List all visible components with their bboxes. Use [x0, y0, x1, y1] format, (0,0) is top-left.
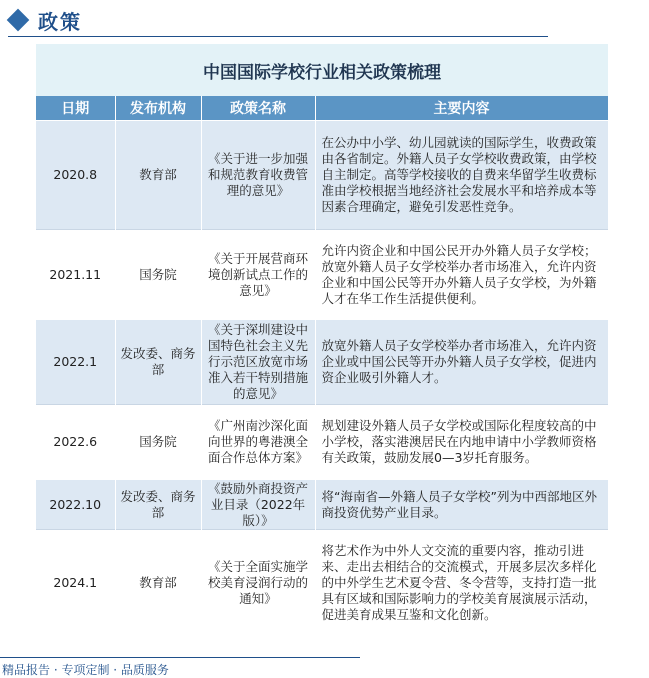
- section-divider: [8, 36, 548, 37]
- row-policy: 《关于开展营商环境创新试点工作的意见》: [201, 230, 315, 320]
- row-policy: 《关于进一步加强和规范教育收费管理的意见》: [201, 121, 315, 230]
- row-date: 2024.1: [36, 530, 115, 637]
- footer-slogan: 精品报告 · 专项定制 · 品质服务: [2, 663, 169, 677]
- row-content: 允许内资企业和中国公民开办外籍人员子女学校；放宽外籍人员子女学校举办者市场准入，允许内资企业和中国公民等开办外籍人员子女学校，为外籍人才在华工作生活提供便利。: [315, 230, 608, 320]
- row-date: 2022.10: [36, 480, 115, 530]
- row-content: 在公办中小学、幼儿园就读的国际学生，收费政策由各省制定。外籍人员子女学校收费政策，由学校自主制定。高等学校接收的自费来华留学生收费标准由学校根据当地经济社会发展水平和培养成本等因素合理确定，避免引发恶性竞争。: [315, 121, 608, 230]
- table-header-row: [36, 96, 608, 121]
- row-content: 将“海南省—外籍人员子女学校”列为中西部地区外商投资优势产业目录。: [315, 480, 608, 530]
- header-date: 日期: [36, 96, 115, 121]
- row-date: 2022.1: [36, 320, 115, 405]
- section-title: 政策: [38, 10, 82, 34]
- table-row: [36, 121, 608, 230]
- row-policy: 《关于深圳建设中国特色社会主义先行示范区放宽市场准入若干特别措施的意见》: [201, 320, 315, 405]
- diamond-icon: [7, 9, 30, 32]
- row-date: 2021.11: [36, 230, 115, 320]
- row-agency: 发改委、商务部: [115, 320, 201, 405]
- header-content: 主要内容: [315, 96, 608, 121]
- row-date: 2022.6: [36, 405, 115, 480]
- row-content: 规划建设外籍人员子女学校或国际化程度较高的中小学校，落实港澳居民在内地申请中小学教师资格有关政策，鼓励发展0—3岁托育服务。: [315, 405, 608, 480]
- section-header: [8, 4, 548, 38]
- row-policy: 《关于全面实施学校美育浸润行动的通知》: [201, 530, 315, 637]
- policy-table: [36, 96, 609, 637]
- row-agency: 教育部: [115, 530, 201, 637]
- header-agency: 发布机构: [115, 96, 201, 121]
- row-agency: 国务院: [115, 405, 201, 480]
- row-date: 2020.8: [36, 121, 115, 230]
- row-agency: 国务院: [115, 230, 201, 320]
- row-agency: 教育部: [115, 121, 201, 230]
- row-policy: 《鼓励外商投资产业目录（2022年版）》: [201, 480, 315, 530]
- header-policy: 政策名称: [201, 96, 315, 121]
- table-row: [36, 405, 608, 480]
- row-content: 将艺术作为中外人文交流的重要内容，推动引进来、走出去相结合的交流模式，开展多层次多样化的中外学生艺术夏令营、冬令营等，支持打造一批具有区域和国际影响力的学校美育展演展示活动，促进美育成果互鉴和文化创新。: [315, 530, 608, 637]
- table-title: 中国国际学校行业相关政策梳理: [36, 44, 608, 96]
- footer-divider: [0, 657, 360, 658]
- table-row: [36, 320, 608, 405]
- row-policy: 《广州南沙深化面向世界的粤港澳全面合作总体方案》: [201, 405, 315, 480]
- row-content: 放宽外籍人员子女学校举办者市场准入，允许内资企业或中国公民等开办外籍人员子女学校，促进内资企业吸引外籍人才。: [315, 320, 608, 405]
- row-agency: 发改委、商务部: [115, 480, 201, 530]
- table-row: [36, 480, 608, 530]
- table-row: [36, 230, 608, 320]
- table-row: [36, 530, 608, 637]
